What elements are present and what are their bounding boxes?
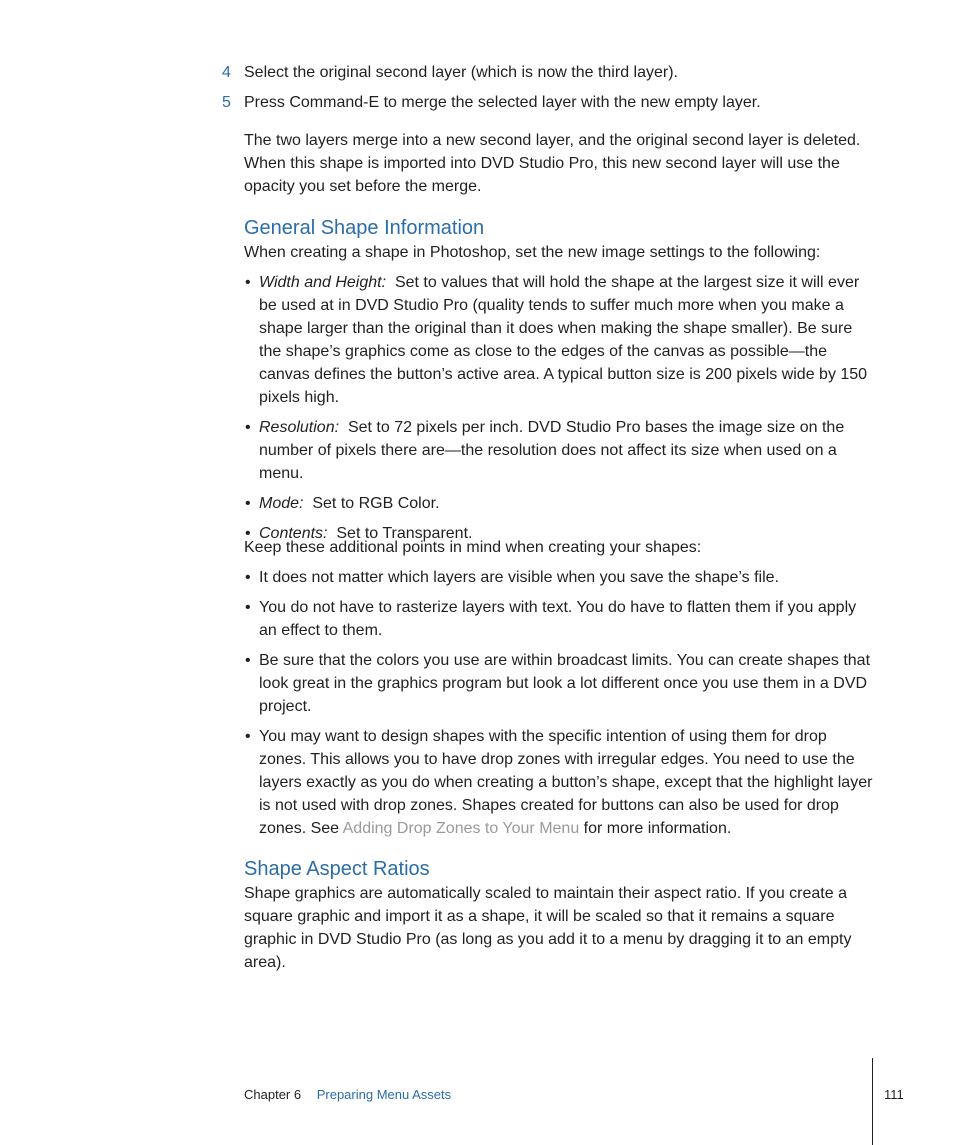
general-shape-section xyxy=(244,216,878,552)
bullet-icon: • xyxy=(245,569,251,586)
section-heading-general: General Shape Information xyxy=(244,217,485,239)
list-item xyxy=(244,492,878,515)
setting-term: Width and Height: xyxy=(259,274,387,291)
page-number: 111 xyxy=(884,1087,904,1102)
step-number: 4 xyxy=(222,64,231,81)
page-footer xyxy=(244,1086,451,1104)
list-item xyxy=(244,649,878,718)
list-item xyxy=(244,596,878,642)
step-item xyxy=(222,92,882,114)
bullet-icon: • xyxy=(245,728,251,745)
bullet-icon: • xyxy=(245,495,251,512)
bullet-icon: • xyxy=(245,652,251,669)
footer-divider xyxy=(872,1058,873,1145)
section-heading-aspect: Shape Aspect Ratios xyxy=(244,858,430,880)
list-item xyxy=(244,271,878,409)
step-number: 5 xyxy=(222,94,231,111)
point-text-end: for more information. xyxy=(579,820,732,837)
setting-term: Resolution: xyxy=(259,419,340,436)
setting-text: Set to Transparent. xyxy=(336,525,473,542)
footer-chapter: Chapter 6 xyxy=(244,1087,302,1102)
step-text: Press Command-E to merge the selected layer with the new empty layer. xyxy=(244,94,761,111)
bullet-icon: • xyxy=(245,599,251,616)
setting-text: Set to values that will hold the shape at the largest size it will ever be used at in DVD Studio Pro (quality tends to suffer much more when you make a shape larger than the original than it does when making the shape smaller). Be sure the shape’s graphics come as close to the edges of the canvas as possible—the canvas defines the button’s active area. A typical button size is 200 pixels wide by 150 pixels high. xyxy=(259,274,868,406)
list-item xyxy=(244,566,878,589)
drop-zones-link[interactable]: Adding Drop Zones to Your Menu xyxy=(342,820,580,837)
list-item xyxy=(244,416,878,485)
bullet-icon: • xyxy=(245,525,251,542)
step-list xyxy=(222,62,882,122)
points-list xyxy=(244,566,878,840)
merge-paragraph-block xyxy=(244,129,878,198)
step-text: Select the original second layer (which is now the third layer). xyxy=(244,64,678,81)
bullet-icon: • xyxy=(245,274,251,291)
point-text: Be sure that the colors you use are within broadcast limits. You can create shapes that look great in the graphics program but look a lot different once you use them in a DVD project. xyxy=(259,652,871,715)
point-text-start: You may want to design shapes with the specific intention of using them for drop zones. This allows you to have drop zones with irregular edges. You need to use the layers exactly as you do when creating a button’s shape, except that the highlight layer is not used with drop zones. Shapes created for buttons can also be used for drop zones. See xyxy=(259,728,873,837)
footer-chapter-title: Preparing Menu Assets xyxy=(316,1087,452,1102)
list-item xyxy=(244,725,878,840)
setting-term: Contents: xyxy=(259,525,328,542)
setting-text: Set to RGB Color. xyxy=(312,495,440,512)
point-text: You do not have to rasterize layers with text. You do have to flatten them if you apply an effect to them. xyxy=(259,599,857,639)
merge-paragraph: The two layers merge into a new second layer, and the original second layer is deleted. When this shape is imported into DVD Studio Pro, this new second layer will use the opacity you set before the merge. xyxy=(244,132,861,195)
setting-term: Mode: xyxy=(259,495,304,512)
points-intro: Keep these additional points in mind when creating your shapes: xyxy=(244,539,702,556)
aspect-ratio-section xyxy=(244,857,878,974)
setting-text: Set to 72 pixels per inch. DVD Studio Pro bases the image size on the number of pixels there are—the resolution does not affect its size when used on a menu. xyxy=(259,419,845,482)
settings-list xyxy=(244,271,878,545)
aspect-paragraph: Shape graphics are automatically scaled to maintain their aspect ratio. If you create a square graphic and import it as a shape, it will be scaled so that it remains a square graphic in DVD Studio Pro (as long as you add it to a menu by dragging it to an empty area). xyxy=(244,885,852,971)
additional-points-section xyxy=(244,536,878,847)
point-text: It does not matter which layers are visible when you save the shape’s file. xyxy=(259,569,779,586)
step-item xyxy=(222,62,882,84)
general-intro: When creating a shape in Photoshop, set the new image settings to the following: xyxy=(244,244,821,261)
bullet-icon: • xyxy=(245,419,251,436)
